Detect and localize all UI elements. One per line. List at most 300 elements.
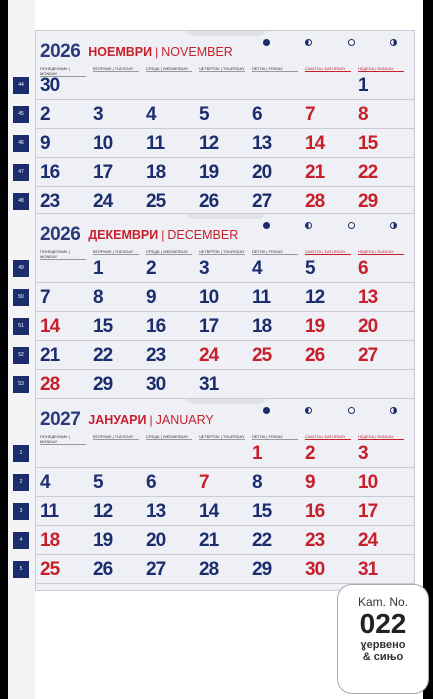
month-panel	[35, 213, 415, 406]
day-cell	[199, 75, 245, 97]
day-number: 6	[252, 104, 262, 125]
day-number: 18	[40, 530, 60, 551]
day-number: 24	[358, 530, 378, 551]
day-cell	[199, 501, 245, 523]
day-number: 25	[252, 345, 272, 366]
day-number: 29	[358, 191, 378, 212]
weekday-header: НЕДЕЛА | SUNDAY	[358, 434, 404, 440]
weekday-header: НЕДЕЛА | SUNDAY	[358, 249, 404, 255]
month-header	[40, 222, 238, 248]
day-number: 10	[199, 287, 219, 308]
day-number: 11	[40, 501, 59, 522]
weekday-header: ВТОРНИК | TUESDAY	[93, 434, 139, 440]
moon-phase	[289, 407, 329, 415]
weekday-header: ПОНЕДЕЛНИК | MONDAY	[40, 249, 86, 260]
day-number: 28	[40, 374, 60, 395]
day-number: 22	[358, 162, 378, 183]
row-divider	[36, 128, 415, 129]
day-cell	[40, 75, 86, 97]
row-divider	[36, 525, 415, 526]
week-number: 5	[13, 561, 29, 578]
catalog-badge	[338, 585, 428, 693]
binding-ring	[186, 213, 266, 219]
catalog-number: 022	[359, 608, 407, 639]
weekday-header: ЧЕТВРТОК | THURSDAY	[199, 434, 245, 439]
full-moon-icon	[348, 39, 355, 46]
weekday-header: ЧЕТВРТОК | THURSDAY	[199, 66, 245, 71]
full-moon-icon	[348, 222, 355, 229]
day-number: 4	[252, 258, 262, 279]
day-number: 21	[40, 345, 60, 366]
day-cell	[40, 501, 86, 523]
day-number: 30	[40, 75, 60, 96]
day-number: 25	[40, 559, 60, 580]
weekday-header-row	[36, 434, 415, 444]
day-number: 30	[305, 559, 325, 580]
day-cell	[40, 374, 86, 396]
day-number: 4	[146, 104, 156, 125]
weekday-header: ВТОРНИК | TUESDAY	[93, 249, 139, 255]
moon-phase	[289, 222, 329, 230]
day-cell	[146, 287, 192, 309]
day-cell	[305, 530, 351, 552]
row-divider	[36, 311, 415, 312]
month-panel	[35, 30, 415, 223]
day-cell	[93, 75, 139, 97]
day-number: 19	[93, 530, 113, 551]
week-number: 1	[13, 445, 29, 462]
day-number: 15	[358, 133, 378, 154]
day-number: 23	[146, 345, 166, 366]
day-number: 9	[40, 133, 50, 154]
row-divider	[36, 496, 415, 497]
month-panel	[35, 398, 415, 591]
week-number: 52	[13, 347, 29, 364]
day-cell	[93, 191, 139, 213]
day-cell	[40, 443, 86, 465]
day-number: 27	[146, 559, 166, 580]
last-quarter-icon	[390, 407, 397, 414]
month-name-mk: ДЕКЕМВРИ	[88, 228, 159, 242]
day-number: 29	[252, 559, 272, 580]
day-number: 3	[93, 104, 103, 125]
weekday-header: САБОТА | SATURDAY	[305, 66, 351, 72]
last-quarter-icon	[390, 222, 397, 229]
day-cell	[305, 559, 351, 581]
day-cell	[93, 530, 139, 552]
day-number: 25	[146, 191, 166, 212]
day-cell	[40, 472, 86, 494]
day-cell	[146, 162, 192, 184]
moon-phase	[246, 222, 286, 230]
day-number: 7	[40, 287, 50, 308]
full-moon-icon	[348, 407, 355, 414]
day-cell	[305, 104, 351, 126]
day-cell	[93, 287, 139, 309]
moon-phase	[289, 39, 329, 47]
catalog-color-line1: ɣервено	[360, 639, 406, 651]
day-number: 5	[93, 472, 103, 493]
day-number: 12	[305, 287, 325, 308]
day-number: 19	[199, 162, 219, 183]
last-quarter-icon	[390, 39, 397, 46]
day-number: 10	[93, 133, 113, 154]
day-number: 7	[305, 104, 315, 125]
day-cell	[199, 472, 245, 494]
new-moon-icon	[263, 407, 270, 414]
day-cell	[358, 316, 404, 338]
day-cell	[358, 191, 404, 213]
weekday-header-row	[36, 66, 415, 76]
day-number: 20	[358, 316, 378, 337]
day-cell	[199, 287, 245, 309]
day-cell	[252, 345, 298, 367]
binding-ring	[186, 398, 266, 404]
day-cell	[93, 258, 139, 280]
day-number: 14	[305, 133, 325, 154]
moon-phase	[374, 407, 414, 415]
day-number: 5	[305, 258, 315, 279]
day-number: 16	[40, 162, 60, 183]
day-number: 23	[40, 191, 60, 212]
weekday-header: ПОНЕДЕЛНИК | MONDAY	[40, 66, 86, 77]
weekday-header: ПЕТОК | FRIDAY	[252, 66, 298, 72]
day-cell	[146, 191, 192, 213]
day-number: 17	[93, 162, 113, 183]
day-cell	[40, 530, 86, 552]
moon-phases	[246, 222, 414, 230]
month-name-en: DECEMBER	[167, 228, 239, 242]
day-cell	[358, 501, 404, 523]
day-cell	[93, 133, 139, 155]
day-cell	[146, 258, 192, 280]
day-cell	[358, 75, 404, 97]
year: 2026	[40, 224, 81, 245]
day-number: 6	[358, 258, 368, 279]
day-number: 5	[199, 104, 209, 125]
day-cell	[252, 316, 298, 338]
week-number: 3	[13, 503, 29, 520]
day-number: 3	[199, 258, 209, 279]
day-number: 22	[252, 530, 272, 551]
day-number: 2	[40, 104, 50, 125]
day-number: 10	[358, 472, 378, 493]
day-cell	[146, 374, 192, 396]
day-number: 30	[146, 374, 166, 395]
day-cell	[305, 501, 351, 523]
moon-phase	[246, 39, 286, 47]
row-divider	[36, 157, 415, 158]
row-divider	[36, 369, 415, 370]
day-cell	[199, 559, 245, 581]
row-divider	[36, 99, 415, 100]
day-cell	[146, 75, 192, 97]
day-number: 27	[358, 345, 378, 366]
month-header	[40, 407, 214, 433]
day-cell	[146, 104, 192, 126]
day-cell	[252, 75, 298, 97]
day-number: 17	[199, 316, 219, 337]
weekday-header: ВТОРНИК | TUESDAY	[93, 66, 139, 72]
weekday-header: САБОТА | SATURDAY	[305, 434, 351, 440]
day-cell	[199, 191, 245, 213]
day-cell	[40, 191, 86, 213]
day-cell	[40, 104, 86, 126]
day-number: 21	[305, 162, 325, 183]
month-name-mk: ЈАНУАРИ	[88, 413, 147, 427]
day-cell	[358, 559, 404, 581]
month-name-en: JANUARY	[155, 413, 214, 427]
day-number: 8	[252, 472, 262, 493]
day-cell	[305, 374, 351, 396]
week-number: 49	[13, 260, 29, 277]
row-divider	[36, 340, 415, 341]
day-number: 11	[146, 133, 165, 154]
day-cell	[146, 443, 192, 465]
day-cell	[93, 559, 139, 581]
day-cell	[358, 374, 404, 396]
weekday-header: ЧЕТВРТОК | THURSDAY	[199, 249, 245, 254]
first-quarter-icon	[305, 407, 312, 414]
year: 2027	[40, 409, 81, 430]
day-cell	[199, 345, 245, 367]
moon-phase	[331, 222, 371, 230]
day-cell	[146, 133, 192, 155]
day-number: 13	[252, 133, 272, 154]
day-number: 8	[358, 104, 368, 125]
row-divider	[36, 282, 415, 283]
day-number: 24	[199, 345, 219, 366]
week-number: 51	[13, 318, 29, 335]
month-name-en: NOVEMBER	[161, 45, 233, 59]
day-number: 1	[93, 258, 103, 279]
day-cell	[199, 374, 245, 396]
new-moon-icon	[263, 222, 270, 229]
day-cell	[305, 162, 351, 184]
week-number: 2	[13, 474, 29, 491]
day-cell	[358, 345, 404, 367]
day-number: 21	[199, 530, 219, 551]
day-cell	[252, 162, 298, 184]
day-number: 18	[146, 162, 166, 183]
day-number: 14	[40, 316, 60, 337]
day-number: 31	[199, 374, 219, 395]
new-moon-icon	[263, 39, 270, 46]
weekday-header-row	[36, 249, 415, 259]
moon-phase	[374, 39, 414, 47]
day-cell	[93, 443, 139, 465]
moon-phases	[246, 407, 414, 415]
day-cell	[252, 104, 298, 126]
first-quarter-icon	[305, 222, 312, 229]
moon-phases	[246, 39, 414, 47]
day-number: 26	[305, 345, 325, 366]
day-number: 14	[199, 501, 219, 522]
week-number: 46	[13, 135, 29, 152]
day-cell	[358, 287, 404, 309]
day-number: 2	[305, 443, 315, 464]
day-number: 1	[252, 443, 262, 464]
day-number: 8	[93, 287, 103, 308]
catalog-color-line2: & сињо	[362, 651, 404, 663]
day-cell	[305, 316, 351, 338]
month-separator: |	[161, 228, 165, 242]
week-number: 50	[13, 289, 29, 306]
day-cell	[199, 162, 245, 184]
month-separator: |	[149, 413, 153, 427]
day-cell	[199, 443, 245, 465]
day-number: 19	[305, 316, 325, 337]
first-quarter-icon	[305, 39, 312, 46]
day-cell	[40, 345, 86, 367]
day-cell	[252, 559, 298, 581]
day-cell	[358, 133, 404, 155]
weekday-header: ПЕТОК | FRIDAY	[252, 249, 298, 255]
day-number: 7	[199, 472, 209, 493]
day-cell	[93, 374, 139, 396]
day-number: 20	[146, 530, 166, 551]
weekday-header: ПОНЕДЕЛНИК | MONDAY	[40, 434, 86, 445]
day-cell	[40, 133, 86, 155]
day-cell	[146, 316, 192, 338]
row-divider	[36, 467, 415, 468]
day-cell	[199, 133, 245, 155]
day-number: 2	[146, 258, 156, 279]
day-number: 26	[93, 559, 113, 580]
day-cell	[305, 75, 351, 97]
weekday-header: СРЕДА | WEDNESDAY	[146, 66, 192, 72]
day-cell	[252, 530, 298, 552]
day-cell	[252, 374, 298, 396]
day-number: 28	[199, 559, 219, 580]
day-number: 12	[93, 501, 113, 522]
day-number: 31	[358, 559, 378, 580]
day-cell	[358, 104, 404, 126]
day-number: 1	[358, 75, 368, 96]
day-cell	[358, 258, 404, 280]
week-number: 45	[13, 106, 29, 123]
day-number: 17	[358, 501, 378, 522]
day-cell	[146, 472, 192, 494]
month-header	[40, 39, 233, 65]
moon-phase	[246, 407, 286, 415]
week-number: 53	[13, 376, 29, 393]
day-cell	[199, 316, 245, 338]
month-separator: |	[155, 45, 159, 59]
day-cell	[146, 345, 192, 367]
day-cell	[93, 104, 139, 126]
week-number: 44	[13, 77, 29, 94]
day-number: 29	[93, 374, 113, 395]
day-cell	[93, 316, 139, 338]
day-cell	[199, 258, 245, 280]
row-divider	[36, 554, 415, 555]
month-name-mk: НОЕМВРИ	[88, 45, 153, 59]
day-cell	[40, 316, 86, 338]
day-number: 15	[93, 316, 113, 337]
day-cell	[40, 287, 86, 309]
day-number: 15	[252, 501, 272, 522]
day-number: 20	[252, 162, 272, 183]
day-number: 22	[93, 345, 113, 366]
day-number: 11	[252, 287, 271, 308]
day-cell	[199, 104, 245, 126]
day-cell	[358, 443, 404, 465]
day-cell	[93, 345, 139, 367]
day-number: 23	[305, 530, 325, 551]
day-cell	[252, 501, 298, 523]
day-cell	[252, 472, 298, 494]
row-divider	[36, 583, 415, 584]
day-number: 18	[252, 316, 272, 337]
day-cell	[305, 191, 351, 213]
weekday-header: САБОТА | SATURDAY	[305, 249, 351, 255]
moon-phase	[374, 222, 414, 230]
day-number: 13	[358, 287, 378, 308]
day-cell	[358, 472, 404, 494]
day-cell	[40, 162, 86, 184]
day-cell	[252, 258, 298, 280]
day-cell	[40, 258, 86, 280]
row-divider	[36, 186, 415, 187]
day-cell	[146, 530, 192, 552]
day-number: 12	[199, 133, 219, 154]
weekday-header: СРЕДА | WEDNESDAY	[146, 249, 192, 255]
day-cell	[305, 443, 351, 465]
day-cell	[93, 472, 139, 494]
year: 2026	[40, 41, 81, 62]
weekday-header: ПЕТОК | FRIDAY	[252, 434, 298, 440]
day-number: 16	[305, 501, 325, 522]
binding-ring	[186, 30, 266, 36]
day-number: 9	[305, 472, 315, 493]
day-number: 27	[252, 191, 272, 212]
day-number: 3	[358, 443, 368, 464]
day-number: 6	[146, 472, 156, 493]
day-cell	[305, 472, 351, 494]
day-cell	[252, 133, 298, 155]
day-cell	[252, 443, 298, 465]
day-number: 16	[146, 316, 166, 337]
day-cell	[358, 530, 404, 552]
moon-phase	[331, 407, 371, 415]
day-cell	[252, 287, 298, 309]
day-cell	[93, 501, 139, 523]
day-cell	[146, 559, 192, 581]
day-cell	[199, 530, 245, 552]
week-number: 4	[13, 532, 29, 549]
day-cell	[305, 345, 351, 367]
moon-phase	[331, 39, 371, 47]
day-number: 28	[305, 191, 325, 212]
day-number: 9	[146, 287, 156, 308]
day-cell	[305, 287, 351, 309]
day-cell	[305, 258, 351, 280]
weekday-header: НЕДЕЛА | SUNDAY	[358, 66, 404, 72]
day-cell	[40, 559, 86, 581]
week-number: 48	[13, 193, 29, 210]
catalog-label: Kam. No.	[357, 595, 408, 609]
day-number: 26	[199, 191, 219, 212]
day-cell	[358, 162, 404, 184]
week-number: 47	[13, 164, 29, 181]
day-number: 4	[40, 472, 50, 493]
day-cell	[252, 191, 298, 213]
day-number: 24	[93, 191, 113, 212]
day-number: 13	[146, 501, 166, 522]
weekday-header: СРЕДА | WEDNESDAY	[146, 434, 192, 440]
day-cell	[305, 133, 351, 155]
